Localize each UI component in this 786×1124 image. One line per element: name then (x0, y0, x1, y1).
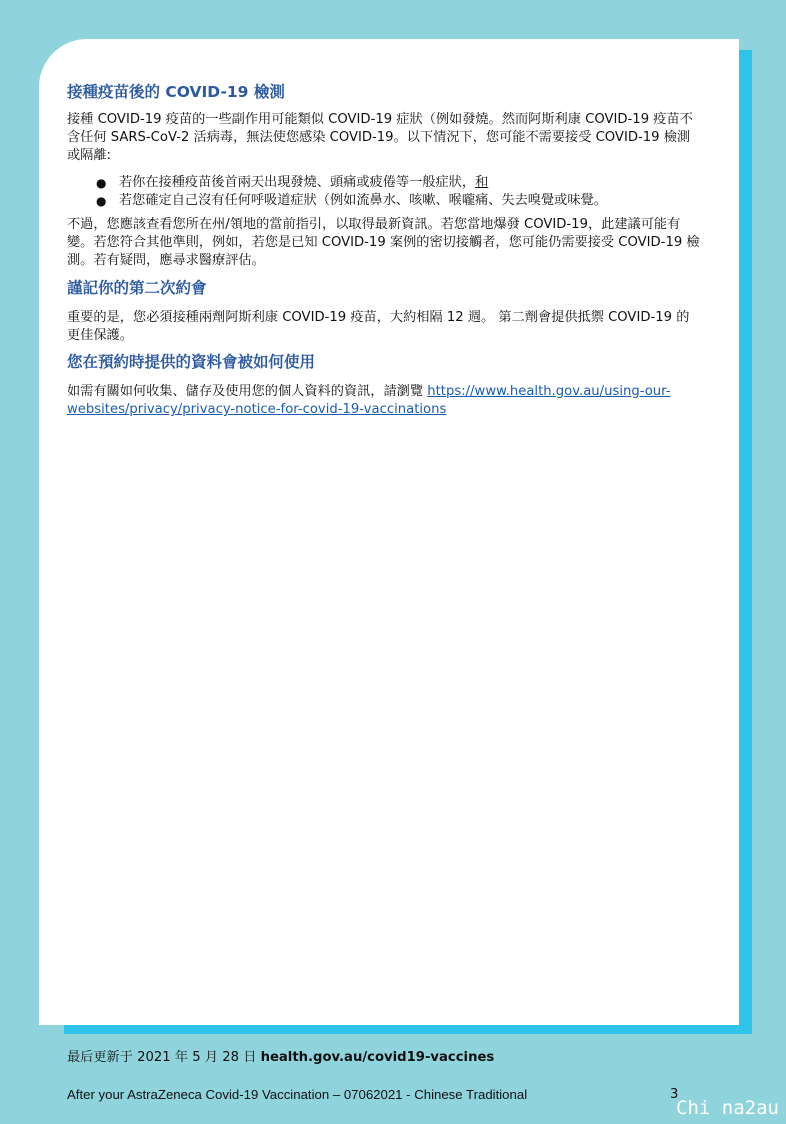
testing-intro: 接種 COVID-19 疫苗的一些副作用可能類似 COVID-19 症狀（例如發燒。然而阿斯利康 COVID-19 疫苗不含任何 SARS-CoV-2 活病毒，無法使您感染 COVID-19。以下情況下，您可能不需要接受 COVID-19 檢測或隔離: (67, 112, 693, 163)
footer-document-title: After your AstraZeneca Covid-19 Vaccination – 07062021 - Chinese Traditional (67, 1087, 528, 1102)
privacy-notice-link[interactable]: https://www.health.gov.au/using-our-websites/privacy/privacy-notice-for-covid-19-vaccinations (67, 384, 671, 417)
bullet-icon: ● (96, 176, 107, 190)
footer-site-url: health.gov.au/covid19-vaccines (260, 1050, 495, 1065)
bullet-and-text: 和 (475, 175, 489, 190)
section-title-testing: 接種疫苗後的 COVID-19 檢測 (67, 83, 285, 101)
document-content (67, 80, 702, 419)
testing-bullet-list (67, 174, 702, 210)
privacy-text: 如需有關如何收集、儲存及使用您的個人資料的資訊，請瀏覽 (67, 384, 428, 399)
section-title-second-appointment: 謹記你的第二次約會 (67, 279, 207, 297)
last-updated (67, 1049, 494, 1067)
testing-note: 不過，您應該查看您所在州/領地的當前指引，以取得最新資訊。若您當地爆發 COVID-19，此建議可能有變。若您符合其他準則，例如，若您是已知 COVID-19 案例的密切接觸者，您可能仍需要接受 COVID-19 檢測。若有疑問，應尋求醫療評估。 (67, 217, 700, 268)
list-item (67, 174, 702, 192)
section-title-privacy: 您在預約時提供的資料會被如何使用 (67, 353, 316, 371)
watermark: Chi na2au (676, 1097, 779, 1119)
list-item (67, 192, 702, 210)
bullet-text: 若你在接種疫苗後首兩天出現發燒、頭痛或疲倦等一般症狀， (119, 175, 476, 190)
page-number: 3 (670, 1087, 679, 1102)
bullet-icon: ● (96, 194, 107, 208)
bullet-text: 若您確定自己沒有任何呼吸道症狀（例如流鼻水、咳嗽、喉嚨痛、失去嗅覺或味覺。 (119, 193, 607, 208)
second-appointment-body: 重要的是，您必須接種兩劑阿斯利康 COVID-19 疫苗，大約相隔 12 週。 第二劑會提供抵禦 COVID-19 的更佳保護。 (67, 310, 690, 343)
privacy-body (67, 383, 702, 419)
last-updated-label: 最后更新于 2021 年 5 月 28 日 (67, 1050, 261, 1065)
